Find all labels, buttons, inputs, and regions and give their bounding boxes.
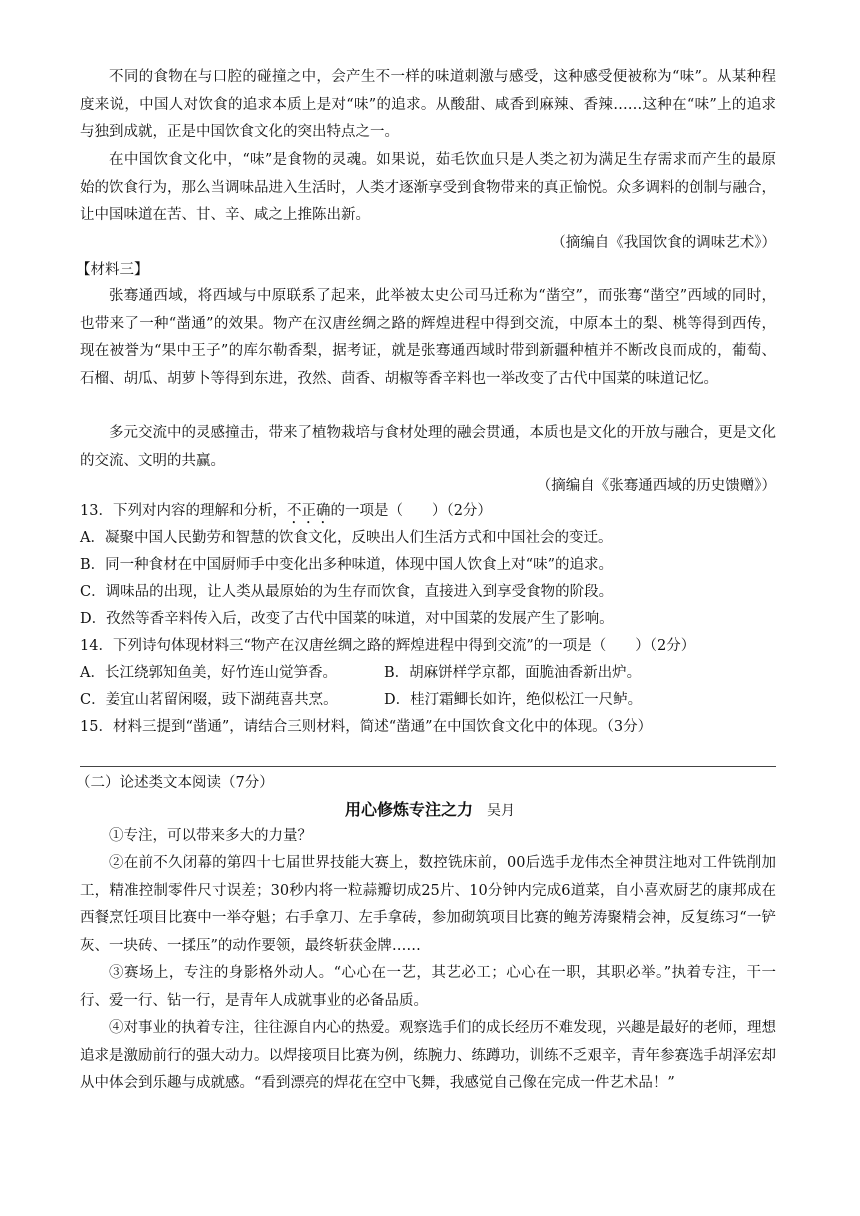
question-14-stem: 14．下列诗句体现材料三“物产在汉唐丝绸之路的辉煌进程中得到交流”的一项是（ ）（2分） (80, 638, 696, 654)
question-13-suffix: 的一项是（ ）（2分） (330, 503, 492, 519)
question-13-emphasis: 不正确 (286, 503, 331, 519)
paragraph-zhang-qian: 张骞通西域，将西域与中原联系了起来，此举被太史公司马迁称为“凿空”，而张骞“凿空”西域的同时，也带来了一种“凿通”的效果。物产在汉唐丝绸之路的辉煌进程中得到交流，中原本土的梨、桃等得到西传，现在被誉为“果中王子”的库尔勒香梨，据考证，就是张骞通西域时带到新疆种植并不断改良而成的，葡萄、石榴、胡瓜、胡萝卜等得到东进，孜然、茴香、胡椒等香辛料也一举改变了古代中国菜的味道记忆。 (80, 288, 776, 387)
article-author: 吴月 (487, 803, 515, 819)
article-title-text: 用心修炼专注之力 (344, 800, 473, 819)
question-13-option-c: C．调味品的出现，让人类从最原始的为生存而饮食，直接进入到享受食物的阶段。 (80, 584, 614, 600)
question-14-option-b: B．胡麻饼样学京都，面脆油香新出炉。 (384, 665, 642, 681)
question-13-stem (80, 500, 776, 527)
question-14-option-d: D．桂汀霜鲫长如许，绝似松江一尺鲈。 (384, 692, 643, 708)
source-note-material2: （摘编自《我国饮食的调味艺术》） (551, 235, 776, 251)
article-paragraph-3: ③赛场上，专注的身影格外动人。“心心在一艺，其艺必工；心心在一职，其职必举。”执着专注，干一行、爱一行、钻一行，是青年人成就事业的必备品质。 (80, 965, 776, 1009)
question-13-option-b: B．同一种食材在中国厨师手中变化出多种味道，体现中国人饮食上对“味”的追求。 (80, 557, 613, 573)
material3-heading: 【材料三】 (76, 262, 149, 278)
paragraph-flavor-soul: 在中国饮食文化中，“味”是食物的灵魂。如果说，茹毛饮血只是人类之初为满足生存需求而产生的最原始的饮食行为，那么当调味品进入生活时，人类才逐渐享受到食物带来的真正愉悦。众多调料的创制与融合，让中国味道在苦、甘、辛、咸之上推陈出新。 (80, 152, 776, 223)
paragraph-exchange: 多元交流中的灵感撞击，带来了植物栽培与食材处理的融会贯通，本质也是文化的开放与融合，更是文化的交流、文明的共赢。 (80, 425, 776, 469)
article-paragraph-1: ①专注，可以带来多大的力量？ (109, 828, 312, 844)
question-14-option-a: A．长江绕郭知鱼美，好竹连山觉笋香。 (80, 665, 337, 681)
source-note-material3: （摘编自《张骞通西域的历史馈赠》） (536, 478, 776, 494)
article-title (0, 798, 860, 823)
question-14-option-c: C．姜宜山茗留闲啜，豉下湖莼喜共烹。 (80, 692, 338, 708)
paragraph-flavor-intro: 不同的食物在与口腔的碰撞之中，会产生不一样的味道刺激与感受，这种感受便被称为“味”。从某种程度来说，中国人对饮食的追求本质上是对“味”的追求。从酸甜、咸香到麻辣、香辣……这种在“味”上的追求与独到成就，正是中国饮食文化的突出特点之一。 (80, 69, 776, 140)
question-13-option-a: A．凝聚中国人民勤劳和智慧的饮食文化，反映出人们生活方式和中国社会的变迁。 (80, 530, 613, 546)
question-13-option-d: D．孜然等香辛料传入后，改变了古代中国菜的味道，对中国菜的发展产生了影响。 (80, 611, 614, 627)
section-divider (80, 766, 776, 767)
article-paragraph-2: ②在前不久闭幕的第四十七届世界技能大赛上，数控铣床前，00后选手龙伟杰全神贯注地对工件铣削加工，精准控制零件尺寸误差；30秒内将一粒蒜瓣切成25片、10分钟内完成6道菜，自小喜欢厨艺的康邦成在西餐烹饪项目比赛中一举夺魁；右手拿刀、左手拿砖，参加砌筑项目比赛的鲍芳涛聚精会神，反复练习“一铲灰、一块砖、一揉压”的动作要领，最终斩获金牌…… (80, 855, 776, 954)
question-15-stem: 15．材料三提到“凿通”，请结合三则材料，简述“凿通”在中国饮食文化中的体现。（3分） (80, 719, 653, 735)
section-2-heading: （二）论述类文本阅读（7分） (76, 775, 274, 791)
article-paragraph-4: ④对事业的执着专注，往往源自内心的热爱。观察选手们的成长经历不难发现，兴趣是最好的老师，理想追求是激励前行的强大动力。以焊接项目比赛为例，练腕力、练蹲功，训练不乏艰辛，青年参赛选手胡泽宏却从中体会到乐趣与成就感。“看到漂亮的焊花在空中飞舞，我感觉自己像在完成一件艺术品！” (80, 1020, 776, 1091)
question-13-prefix: 13．下列对内容的理解和分析， (80, 503, 287, 519)
